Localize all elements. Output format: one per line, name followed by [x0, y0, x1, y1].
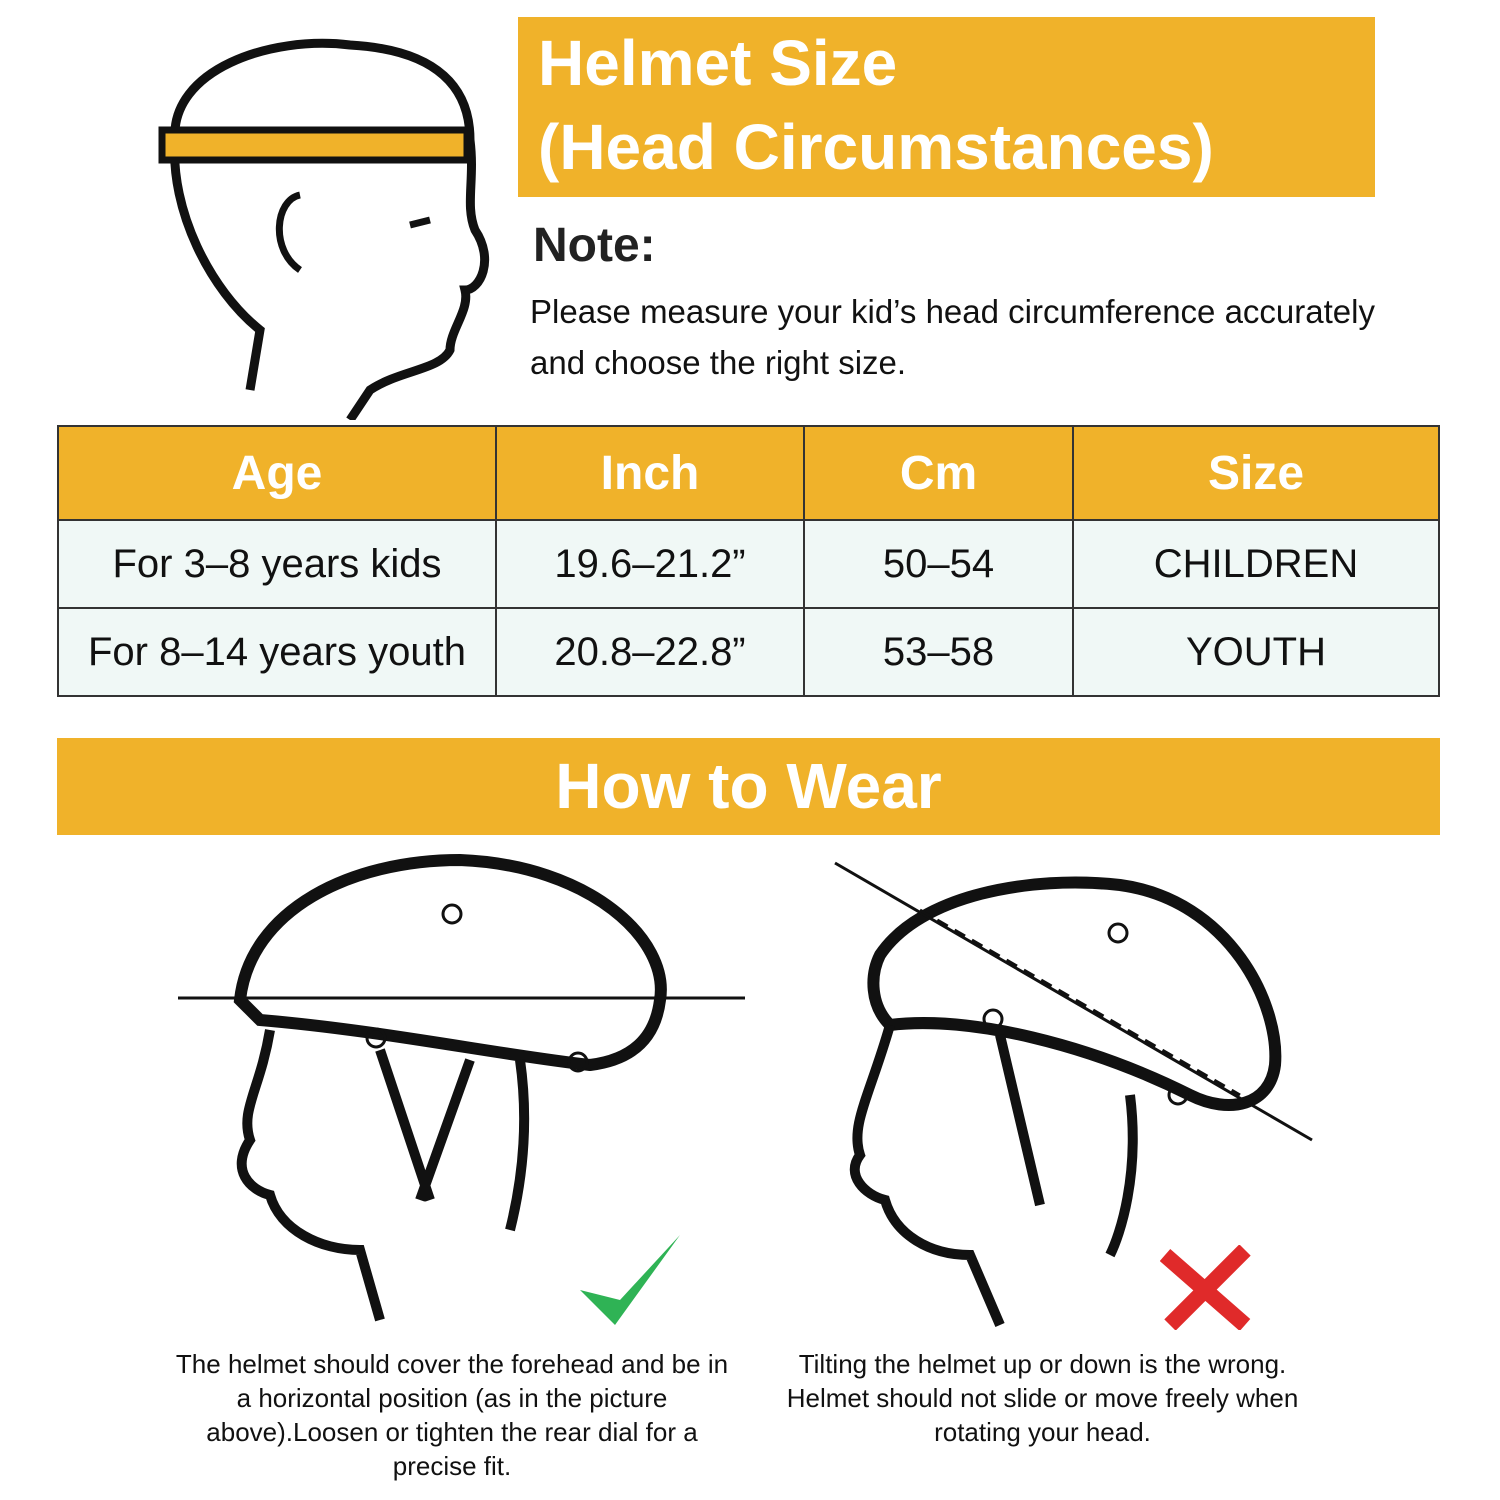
- correct-caption: The helmet should cover the forehead and be in a horizontal position (as in the picture above).Loosen or tighten the rear dial for a precise fit.: [175, 1349, 729, 1481]
- head-measuring-illustration: [150, 30, 510, 420]
- header-age: Age: [58, 426, 496, 520]
- cell-cm: 53–58: [804, 608, 1073, 696]
- header-inch: Inch: [496, 426, 804, 520]
- title-line1: Helmet Size: [538, 27, 898, 99]
- cell-size: YOUTH: [1073, 608, 1439, 696]
- table-row: [58, 608, 1439, 696]
- checkmark-icon: [575, 1230, 685, 1330]
- header-cm: Cm: [804, 426, 1073, 520]
- cell-size: CHILDREN: [1073, 520, 1439, 608]
- table-row: [58, 520, 1439, 608]
- cell-inch: 20.8–22.8”: [496, 608, 804, 696]
- measuring-tape-icon: [162, 130, 467, 160]
- cell-cm: 50–54: [804, 520, 1073, 608]
- size-table: [57, 425, 1440, 697]
- note-text: Please measure your kid’s head circumference accurately and choose the right size.: [530, 293, 1375, 381]
- header-size: Size: [1073, 426, 1439, 520]
- cell-age: For 3–8 years kids: [58, 520, 496, 608]
- how-to-wear-banner: How to Wear: [57, 738, 1440, 835]
- note-heading: Note:: [533, 219, 656, 272]
- cross-icon: [1160, 1245, 1255, 1330]
- title-line2: (Head Circumstances): [538, 111, 1214, 183]
- title-banner: [518, 17, 1375, 197]
- wrong-caption: Tilting the helmet up or down is the wrong. Helmet should not slide or move freely when rotating your head.: [786, 1349, 1299, 1447]
- cell-age: For 8–14 years youth: [58, 608, 496, 696]
- table-header-row: [58, 426, 1439, 520]
- cell-inch: 19.6–21.2”: [496, 520, 804, 608]
